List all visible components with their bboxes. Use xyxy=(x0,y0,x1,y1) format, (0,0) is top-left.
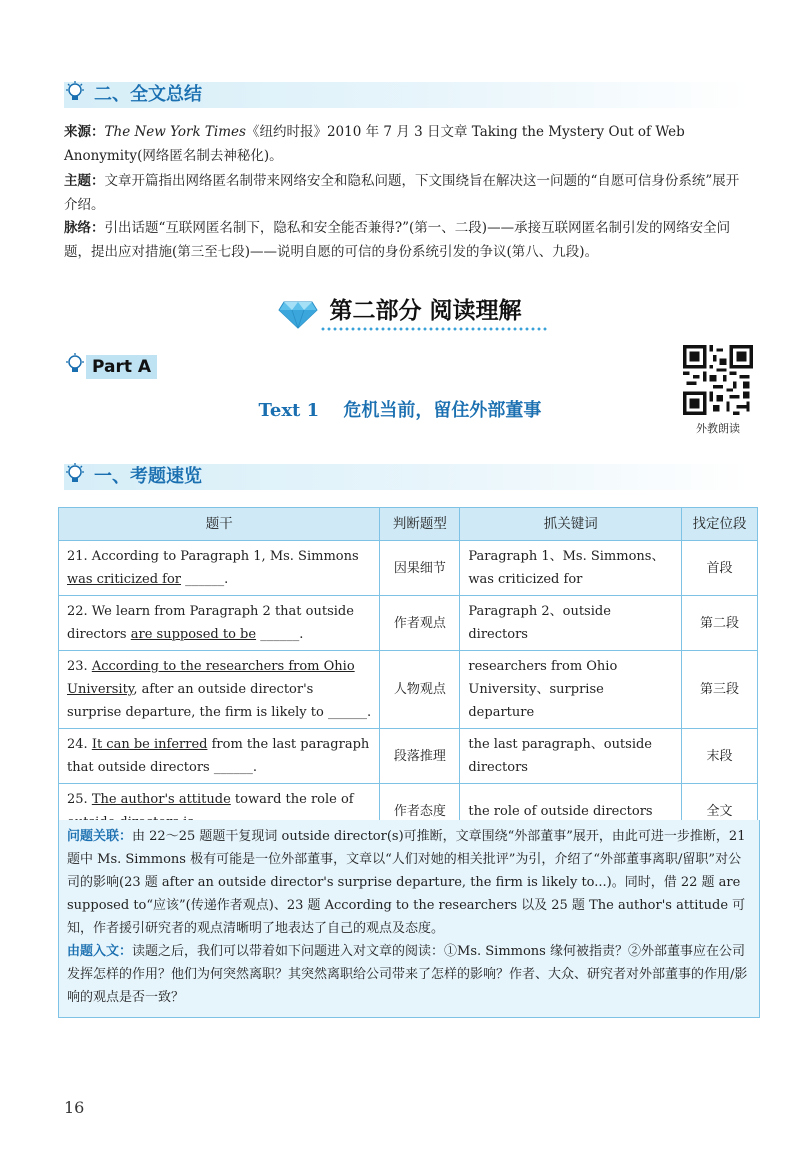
question-link-label: 问题关联： xyxy=(67,829,133,844)
keywords-cell: Paragraph 2、outside directors xyxy=(460,596,682,651)
table-row xyxy=(59,596,758,651)
keywords-cell: the role of outside directors xyxy=(460,784,682,839)
theme-paragraph xyxy=(64,169,750,217)
diamond-icon xyxy=(278,299,318,329)
locate-paragraph-cell: 第二段 xyxy=(682,596,758,651)
locate-paragraph-cell: 第三段 xyxy=(682,651,758,729)
question-stem-text: from the last paragraph that outside directors ______. xyxy=(67,737,370,775)
keywords-cell: Paragraph 1、Ms. Simmons、was criticized for xyxy=(460,541,682,596)
question-type-cell: 段落推理 xyxy=(380,729,460,784)
context-paragraph xyxy=(64,216,750,264)
source-text: 《纽约时报》2010 年 7 月 3 日文章 Taking the Mystery Out of Web Anonymity(网络匿名制去神秘化)。 xyxy=(64,124,685,164)
question-keyphrase: The author's attitude xyxy=(91,792,231,807)
keywords-cell: the last paragraph、outside directors xyxy=(460,729,682,784)
question-keyphrase: are supposed to be xyxy=(130,627,257,642)
question-stem-text: 22. We learn from Paragraph 2 that outside directors xyxy=(67,604,354,642)
text-title: Text 1 危机当前，留住外部董事 xyxy=(258,400,542,421)
question-stem-text: ______. xyxy=(256,627,304,642)
section-title: 二、全文总结 xyxy=(94,84,202,105)
table-row xyxy=(59,651,758,729)
question-stem-cell xyxy=(59,651,380,729)
locate-paragraph-cell: 全文 xyxy=(682,784,758,839)
column-header: 找定位段 xyxy=(682,508,758,541)
question-notes-box xyxy=(58,820,760,1018)
table-row xyxy=(59,541,758,596)
context-label: 脉络： xyxy=(64,220,105,236)
qr-caption: 外教朗读 xyxy=(696,422,740,435)
question-keyphrase: It can be inferred xyxy=(91,737,208,752)
part-a-label: Part A xyxy=(86,355,157,379)
page-number: 16 xyxy=(64,1098,85,1117)
lightbulb-icon xyxy=(64,462,86,488)
theme-label: 主题： xyxy=(64,173,105,189)
keywords-cell: researchers from Ohio University、surprise departure xyxy=(460,651,682,729)
column-header: 题干 xyxy=(59,508,380,541)
theme-text: 文章开篇指出网络匿名制带来网络安全和隐私问题，下文围绕旨在解决这一问题的“自愿可信身份系统”展开介绍。 xyxy=(64,173,740,213)
column-header: 抓关键词 xyxy=(460,508,682,541)
question-keyphrase: According to the researchers from Ohio University xyxy=(67,659,355,697)
question-type-cell: 作者观点 xyxy=(380,596,460,651)
question-stem-text: , after an outside director's surprise departure, the firm is likely to ______. xyxy=(67,682,372,720)
question-keyphrase: was criticized for xyxy=(67,572,182,587)
question-link-text: 由 22～25 题题干复现词 outside director(s)可推断，文章围绕“外部董事”展开，由此可进一步推断，21 题中 Ms. Simmons 极有可能是一位外部董事，文章以“人们对她的相关批评”为引，介绍了“外部董事离职/留职”对公司的影响(23 题 after an outside director's surprise departure, the firm is likely to...)。同时，借 22 题 are supposed to“应该”(传递作者观点)、23 题 According to the researchers 以及 25 题 The author's attitude 可知，作者援引研究者的观点清晰明了地表达了自己的观点及态度。 xyxy=(67,829,746,936)
question-stem-cell xyxy=(59,729,380,784)
section-heading-overview xyxy=(64,462,202,488)
context-text: 引出话题“互联网匿名制下，隐私和安全能否兼得?”(第一、二段)——承接互联网匿名制引发的网络安全问题，提出应对措施(第三至七段)——说明自愿的可信的身份系统引发的争议(第八、九段)。 xyxy=(64,220,731,260)
part-title-row xyxy=(0,292,800,329)
section-heading-summary xyxy=(64,80,202,106)
locate-paragraph-cell: 末段 xyxy=(682,729,758,784)
entry-text: 读题之后，我们可以带着如下问题进入对文章的阅读：①Ms. Simmons 缘何被指责？②外部董事应在公司发挥怎样的作用？他们为何突然离职？其突然离职给公司带来了怎样的影响？作者、大众、研究者对外部董事的作用/影响的观点是否一致？ xyxy=(67,944,748,1005)
part-title: 第二部分 阅读理解 xyxy=(329,298,522,324)
locate-paragraph-cell: 首段 xyxy=(682,541,758,596)
question-type-cell: 人物观点 xyxy=(380,651,460,729)
entry-paragraph xyxy=(67,940,751,1009)
question-stem-text: 24. xyxy=(67,737,92,752)
question-stem-text: 23. xyxy=(67,659,92,674)
lightbulb-icon xyxy=(64,352,86,378)
source-label: 来源： xyxy=(64,124,105,140)
question-stem-text: 25. xyxy=(67,792,92,807)
question-link-paragraph xyxy=(67,825,751,940)
question-type-cell: 作者态度 xyxy=(380,784,460,839)
section-title: 一、考题速览 xyxy=(94,466,202,487)
source-publication: The New York Times xyxy=(104,124,246,140)
source-paragraph xyxy=(64,120,750,168)
question-stem-cell xyxy=(59,596,380,651)
entry-label: 由题入文： xyxy=(67,944,133,959)
table-header-row xyxy=(59,508,758,541)
table-row xyxy=(59,729,758,784)
column-header: 判断题型 xyxy=(380,508,460,541)
question-stem-text: ______. xyxy=(181,572,229,587)
question-stem-text: toward the role of xyxy=(234,792,354,807)
question-type-cell: 因果细节 xyxy=(380,541,460,596)
question-stem-text: 21. According to Paragraph 1, Ms. Simmons xyxy=(67,549,359,564)
lightbulb-icon xyxy=(64,80,86,106)
qr-code[interactable] xyxy=(683,345,753,415)
question-overview-table xyxy=(58,507,758,839)
dotted-divider xyxy=(320,327,548,331)
question-stem-cell xyxy=(59,541,380,596)
